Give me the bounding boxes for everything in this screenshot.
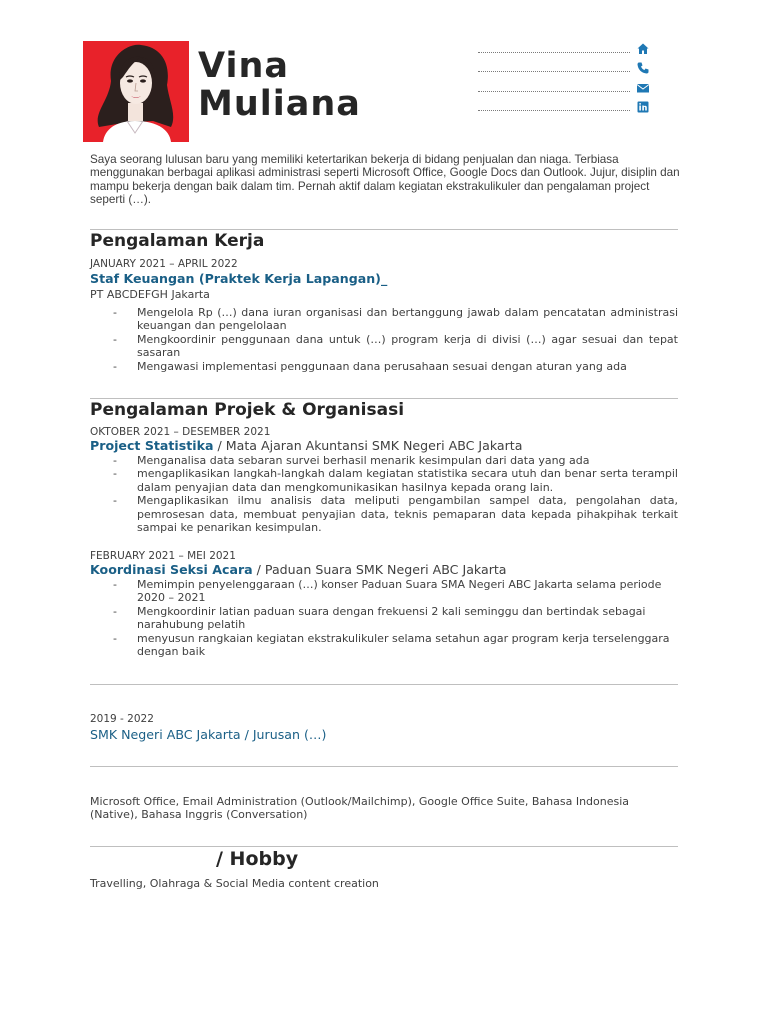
contact-phone-row [478,61,678,75]
skills-text: Microsoft Office, Email Administration (Outlook/Mailchimp), Google Office Suite, Bahasa Indonesia (Native), Bahasa Inggris (Conversation) [90,795,630,822]
phone-placeholder-line [478,71,630,72]
profile-summary: Saya seorang lulusan baru yang memiliki ketertarikan bekerja di bidang penjualan dan niaga. Terbiasa menggunakan berbagai aplikasi administrasi seperti Microsoft Office, Google Docs dan Outlook. Jujur, disiplin dan mampu bekerja dengan baik dalam tim. Pernah aktif dalam kegiatan ekstrakulikuler dan pengalaman project seperti (…). [90,153,680,207]
list-item: - Mengkoordinir penggunaan dana untuk (…) program kerja di divisi (…) agar sesuai dan tepat sasaran [90,333,678,360]
section-divider [90,766,678,767]
organization-bullet-list [90,578,678,658]
list-item: - Mengelola Rp (…) dana iuran organisasi dan bertanggung jawab dalam pencatatan administrasi keuangan dan pengelolaan [90,306,678,333]
project-role [90,438,522,453]
last-name: Muliana [198,84,361,124]
hobby-text: Travelling, Olahraga & Social Media content creation [90,877,379,890]
first-name: Vina [198,46,290,86]
list-item: - menyusun rangkaian kegiatan ekstrakulikuler selama setahun agar program kerja terselenggara dengan baik [90,632,678,659]
work-role [90,271,387,286]
section-divider [90,846,678,847]
section-divider [90,684,678,685]
list-item: - Mengaplikasikan ilmu analisis data meliputi pengambilan sampel data, pengolahan data, pemrosesan data, membuat penyajian data, teknis pemaparan data kepada pihakpihak terkait sampai ke penarikan kesimpulan. [90,494,678,534]
contact-linkedin-row [478,100,678,114]
linkedin-icon [636,100,650,114]
work-role-title: Staf Keuangan (Praktek Kerja Lapangan)_ [90,271,388,286]
section-divider [90,229,678,230]
organization-role [90,562,507,577]
project-org: / Mata Ajaran Akuntansi SMK Negeri ABC Jakarta [217,438,523,453]
project-role-title: Project Statistika [90,438,214,453]
hobby-section-title: / Hobby [216,848,299,870]
email-placeholder-line [478,91,630,92]
organization-date: FEBRUARY 2021 – MEI 2021 [90,550,236,562]
project-date: OKTOBER 2021 – DESEMBER 2021 [90,426,271,438]
work-bullet-list [90,306,678,373]
candidate-name [198,47,361,123]
home-icon [636,42,650,56]
work-company: PT ABCDEFGH Jakarta [90,288,210,301]
projects-section-title: Pengalaman Projek & Organisasi [90,400,405,420]
list-item: - mengaplikasikan langkah-langkah dalam kegiatan statistika secara utuh dan benar serta terampil dalam penyajian data dan mengkomunikasikan hasilnya kepada orang lain. [90,467,678,494]
phone-icon [636,61,650,75]
section-divider [90,398,678,399]
portrait-illustration [83,41,189,142]
list-item: - Mengawasi implementasi penggunaan dana perusahaan sesuai dengan aturan yang ada [90,360,678,373]
education-school: SMK Negeri ABC Jakarta / Jurusan (…) [90,727,327,742]
organization-role-title: Koordinasi Seksi Acara [90,562,253,577]
education-date: 2019 - 2022 [90,713,154,725]
work-section-title: Pengalaman Kerja [90,231,265,251]
list-item: - Menganalisa data sebaran survei berhasil menarik kesimpulan dari data yang ada [90,454,678,467]
linkedin-placeholder-line [478,110,630,111]
email-icon [636,81,650,95]
profile-photo [83,41,189,142]
organization-org: / Paduan Suara SMK Negeri ABC Jakarta [256,562,507,577]
contact-email-row [478,81,678,95]
list-item: - Memimpin penyelenggaraan (…) konser Paduan Suara SMA Negeri ABC Jakarta selama periode 2020 – 2021 [90,578,678,605]
address-placeholder-line [478,52,630,53]
list-item: - Mengkoordinir latian paduan suara dengan frekuensi 2 kali seminggu dan bertindak sebagai narahubung pelatih [90,605,678,632]
work-date: JANUARY 2021 – APRIL 2022 [90,258,238,270]
contact-address-row [478,42,678,56]
project-bullet-list [90,454,678,534]
